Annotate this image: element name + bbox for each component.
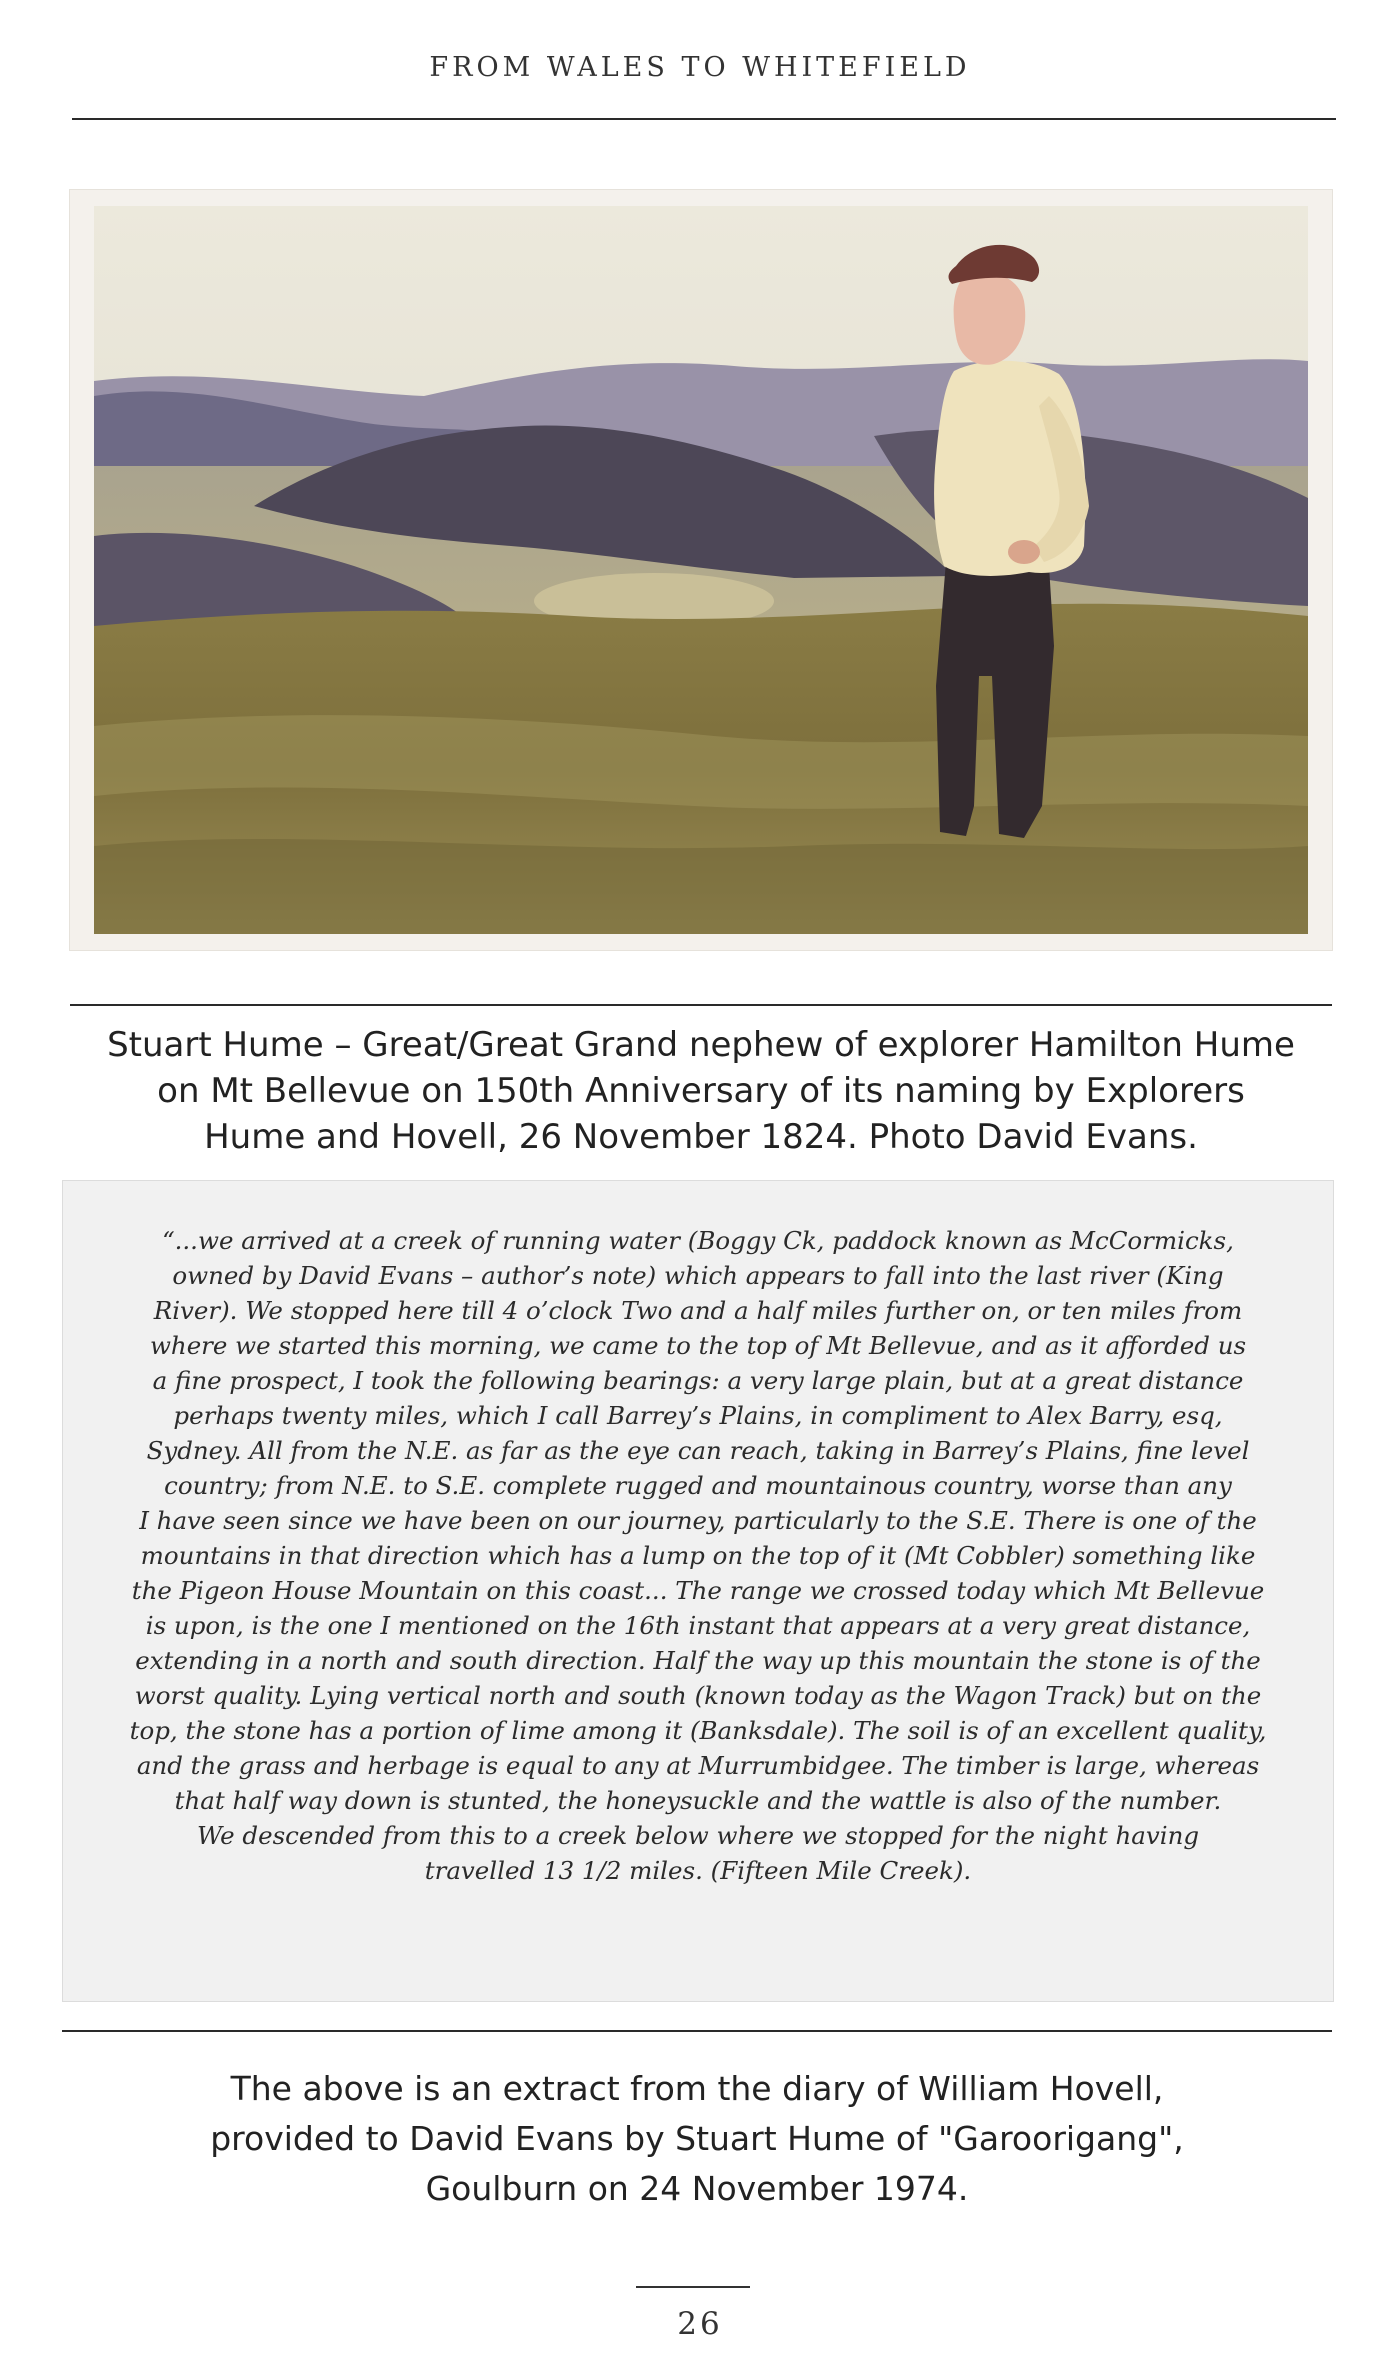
caption-rule: [70, 1004, 1332, 1006]
note-rule: [62, 2030, 1332, 2032]
quote-line: that half way down is stunted, the honeysuckle and the wattle is also of the number.: [174, 1786, 1222, 1815]
quote-line: country; from N.E. to S.E. complete rugged and mountainous country, worse than any: [164, 1471, 1232, 1500]
caption-line: on Mt Bellevue on 150th Anniversary of its naming by Explorers: [157, 1071, 1245, 1111]
grass-shadow: [94, 839, 1308, 934]
quote-line: where we started this morning, we came to the top of Mt Bellevue, and as it afforded us: [149, 1331, 1247, 1360]
caption-line: Stuart Hume – Great/Great Grand nephew of explorer Hamilton Hume: [107, 1025, 1295, 1065]
quote-line: owned by David Evans – author’s note) which appears to fall into the last river (King: [172, 1261, 1224, 1290]
caption-line: Hume and Hovell, 26 November 1824. Photo David Evans.: [204, 1117, 1198, 1157]
quote-line: mountains in that direction which has a lump on the top of it (Mt Cobbler) something like: [140, 1541, 1256, 1570]
note-line: Goulburn on 24 November 1974.: [425, 2169, 969, 2208]
quote-line: a fine prospect, I took the following bearings: a very large plain, but at a great distance: [152, 1366, 1244, 1395]
quote-line: worst quality. Lying vertical north and south (known today as the Wagon Track) but on the: [134, 1681, 1262, 1710]
quote-line: perhaps twenty miles, which I call Barrey’s Plains, in compliment to Alex Barry, esq,: [173, 1401, 1223, 1430]
diary-extract-box: [62, 1180, 1334, 2002]
source-note: [62, 2064, 1332, 2214]
photo-frame: [70, 190, 1332, 950]
folio-rule: [636, 2286, 750, 2288]
hand: [1008, 540, 1040, 564]
quote-line: River). We stopped here till 4 o’clock Two and a half miles further on, or ten miles from: [153, 1296, 1243, 1325]
quote-line: “...we arrived at a creek of running water (Boggy Ck, paddock known as McCormicks,: [162, 1226, 1234, 1255]
quote-line: and the grass and herbage is equal to any at Murrumbidgee. The timber is large, whereas: [136, 1751, 1260, 1780]
quote-line: We descended from this to a creek below where we stopped for the night having: [196, 1821, 1200, 1850]
quote-line: travelled 13 1/2 miles. (Fifteen Mile Creek).: [424, 1856, 972, 1885]
diary-extract: [83, 1223, 1313, 1888]
landscape-photo: [94, 206, 1308, 934]
header-rule: [72, 118, 1336, 120]
quote-line: extending in a north and south direction. Half the way up this mountain the stone is of the: [135, 1646, 1261, 1675]
note-line: provided to David Evans by Stuart Hume of "Garoorigang",: [210, 2119, 1184, 2158]
quote-line: I have seen since we have been on our journey, particularly to the S.E. There is one of the: [139, 1506, 1257, 1535]
photo-caption: [70, 1022, 1332, 1160]
quote-line: Sydney. All from the N.E. as far as the eye can reach, taking in Barrey’s Plains, fine level: [146, 1436, 1250, 1465]
note-line: The above is an extract from the diary of William Hovell,: [230, 2069, 1164, 2108]
running-head: FROM WALES TO WHITEFIELD: [429, 52, 971, 83]
quote-line: top, the stone has a portion of lime among it (Banksdale). The soil is of an excellent quality,: [129, 1716, 1267, 1745]
quote-line: is upon, is the one I mentioned on the 16th instant that appears at a very great distance,: [145, 1611, 1251, 1640]
page-number: 26: [677, 2306, 723, 2342]
quote-line: the Pigeon House Mountain on this coast... The range we crossed today which Mt Bellevue: [131, 1576, 1265, 1605]
